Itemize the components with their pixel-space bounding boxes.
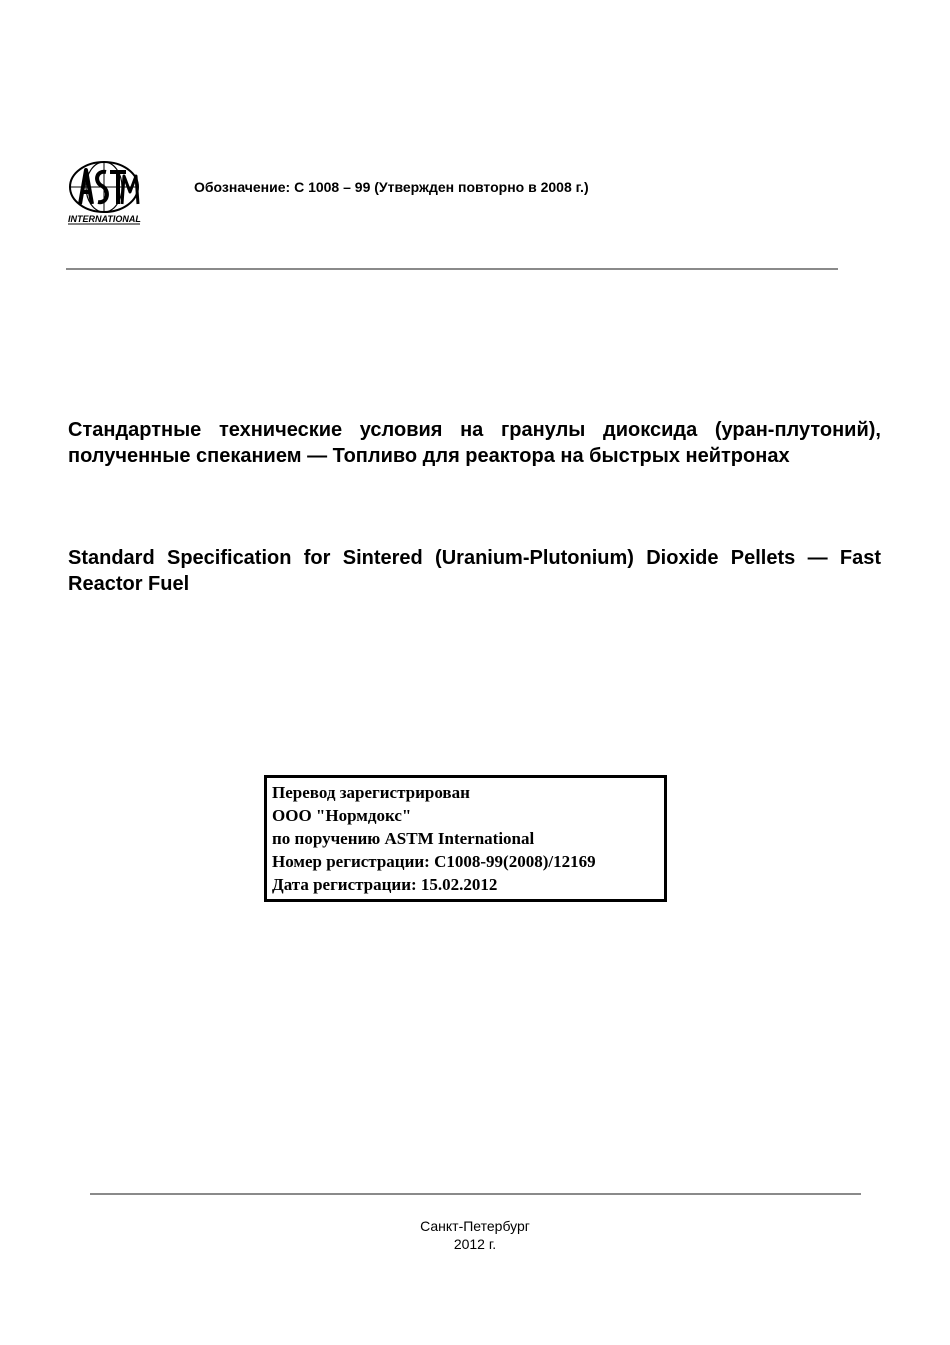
footer-divider bbox=[90, 1193, 861, 1195]
footer-city: Санкт-Петербург bbox=[420, 1218, 530, 1234]
registration-line: ООО "Нормдокс" bbox=[272, 806, 412, 825]
registration-line: по поручению ASTM International bbox=[272, 829, 535, 848]
registration-line: Перевод зарегистрирован bbox=[272, 783, 470, 802]
title-russian: Стандартные технические условия на гранулы диоксида (уран-плутоний), полученные спеканием — Топливо для реактора на быстрых нейтронах bbox=[68, 419, 881, 467]
registration-number: Номер регистрации: C1008-99(2008)/12169 bbox=[272, 852, 596, 871]
footer-year: 2012 г. bbox=[453, 1236, 497, 1252]
header-divider bbox=[66, 268, 838, 270]
registration-stamp bbox=[264, 775, 667, 902]
document-designation: Обозначение: С 1008 – 99 (Утвержден повторно в 2008 г.) bbox=[194, 179, 589, 195]
astm-international-logo bbox=[66, 160, 144, 226]
logo-wordmark: INTERNATIONAL bbox=[68, 214, 141, 224]
registration-date: Дата регистрации: 15.02.2012 bbox=[272, 875, 498, 894]
title-english: Standard Specification for Sintered (Uranium-Plutonium) Dioxide Pellets — Fast Reactor Fuel bbox=[68, 547, 881, 595]
